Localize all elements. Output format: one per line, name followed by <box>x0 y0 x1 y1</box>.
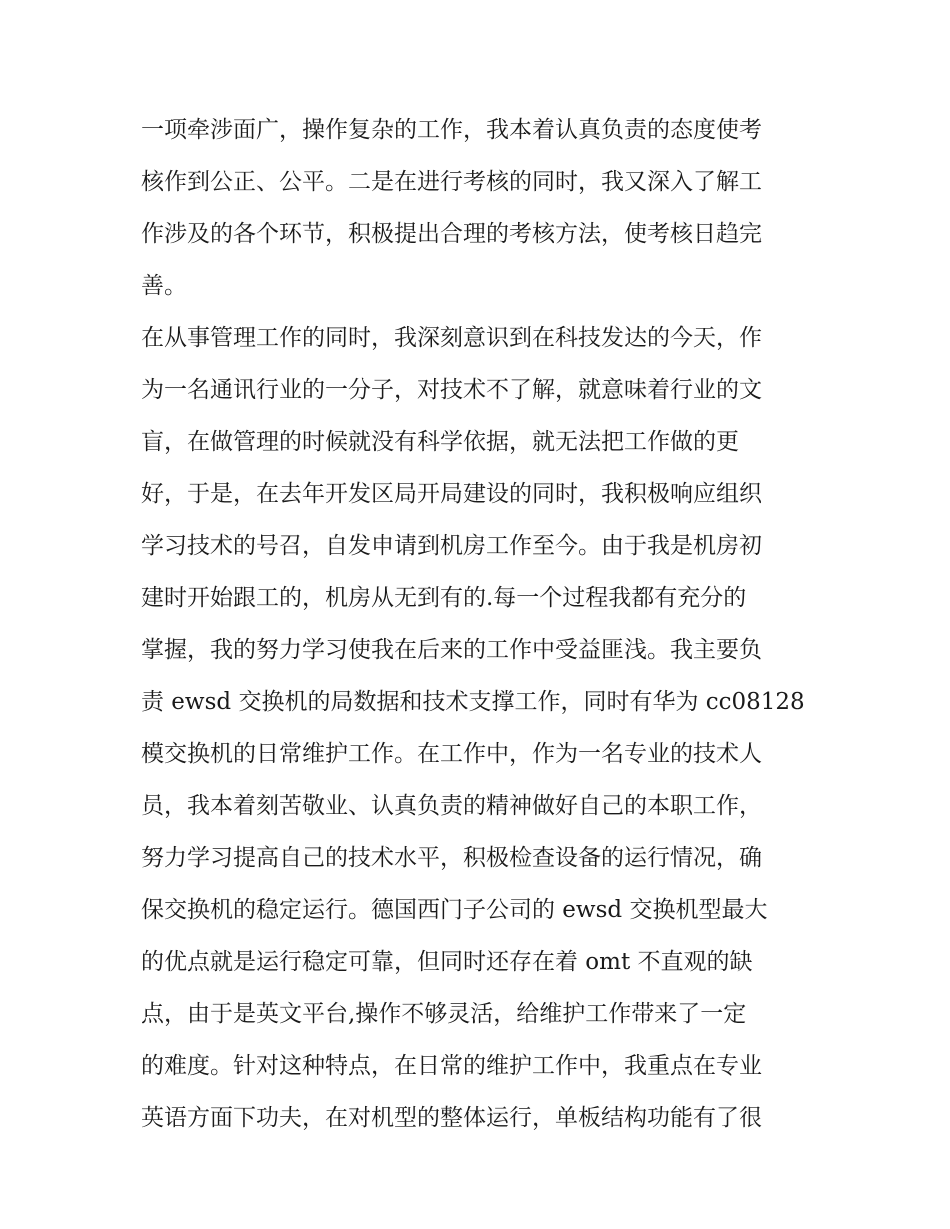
text-line: 为一名通讯行业的一分子，对技术不了解，就意味着行业的文 <box>141 377 762 403</box>
text-line: 模交换机的日常维护工作。在工作中，作为一名专业的技术人 <box>141 741 762 767</box>
text-line: 保交换机的稳定运行。德国西门子公司的 ewsd 交换机型最大 <box>141 897 768 923</box>
text-line: 的难度。针对这种特点，在日常的维护工作中，我重点在专业 <box>141 1053 762 1079</box>
text-line: 盲，在做管理的时候就没有科学依据，就无法把工作做的更 <box>141 429 739 455</box>
text-line: 学习技术的号召，自发申请到机房工作至今。由于我是机房初 <box>141 533 762 559</box>
text-line: 建时开始跟工的，机房从无到有的.每一个过程我都有充分的 <box>141 585 747 611</box>
text-line: 作涉及的各个环节，积极提出合理的考核方法，使考核日趋完 <box>141 221 762 247</box>
text-line: 的优点就是运行稳定可靠，但同时还存在着 omt 不直观的缺 <box>141 949 753 975</box>
text-line: 好，于是，在去年开发区局开局建设的同时，我积极响应组织 <box>141 481 762 507</box>
text-line: 核作到公正、公平。二是在进行考核的同时，我又深入了解工 <box>141 169 762 195</box>
text-line: 掌握，我的努力学习使我在后来的工作中受益匪浅。我主要负 <box>141 637 762 663</box>
text-line: 英语方面下功夫，在对机型的整体运行，单板结构功能有了很 <box>141 1105 762 1131</box>
text-line: 在从事管理工作的同时，我深刻意识到在科技发达的今天，作 <box>141 325 762 351</box>
text-line: 善。 <box>141 273 187 299</box>
text-line: 点，由于是英文平台,操作不够灵活，给维护工作带来了一定 <box>141 1001 747 1027</box>
text-line: 努力学习提高自己的技术水平，积极检查设备的运行情况，确 <box>141 845 762 871</box>
text-line: 员，我本着刻苦敬业、认真负责的精神做好自己的本职工作， <box>141 793 762 819</box>
text-line: 责 ewsd 交换机的局数据和技术支撑工作，同时有华为 cc08128 <box>141 689 805 715</box>
body-text <box>141 108 821 1148</box>
text-line: 一项牵涉面广，操作复杂的工作，我本着认真负责的态度使考 <box>141 117 762 143</box>
